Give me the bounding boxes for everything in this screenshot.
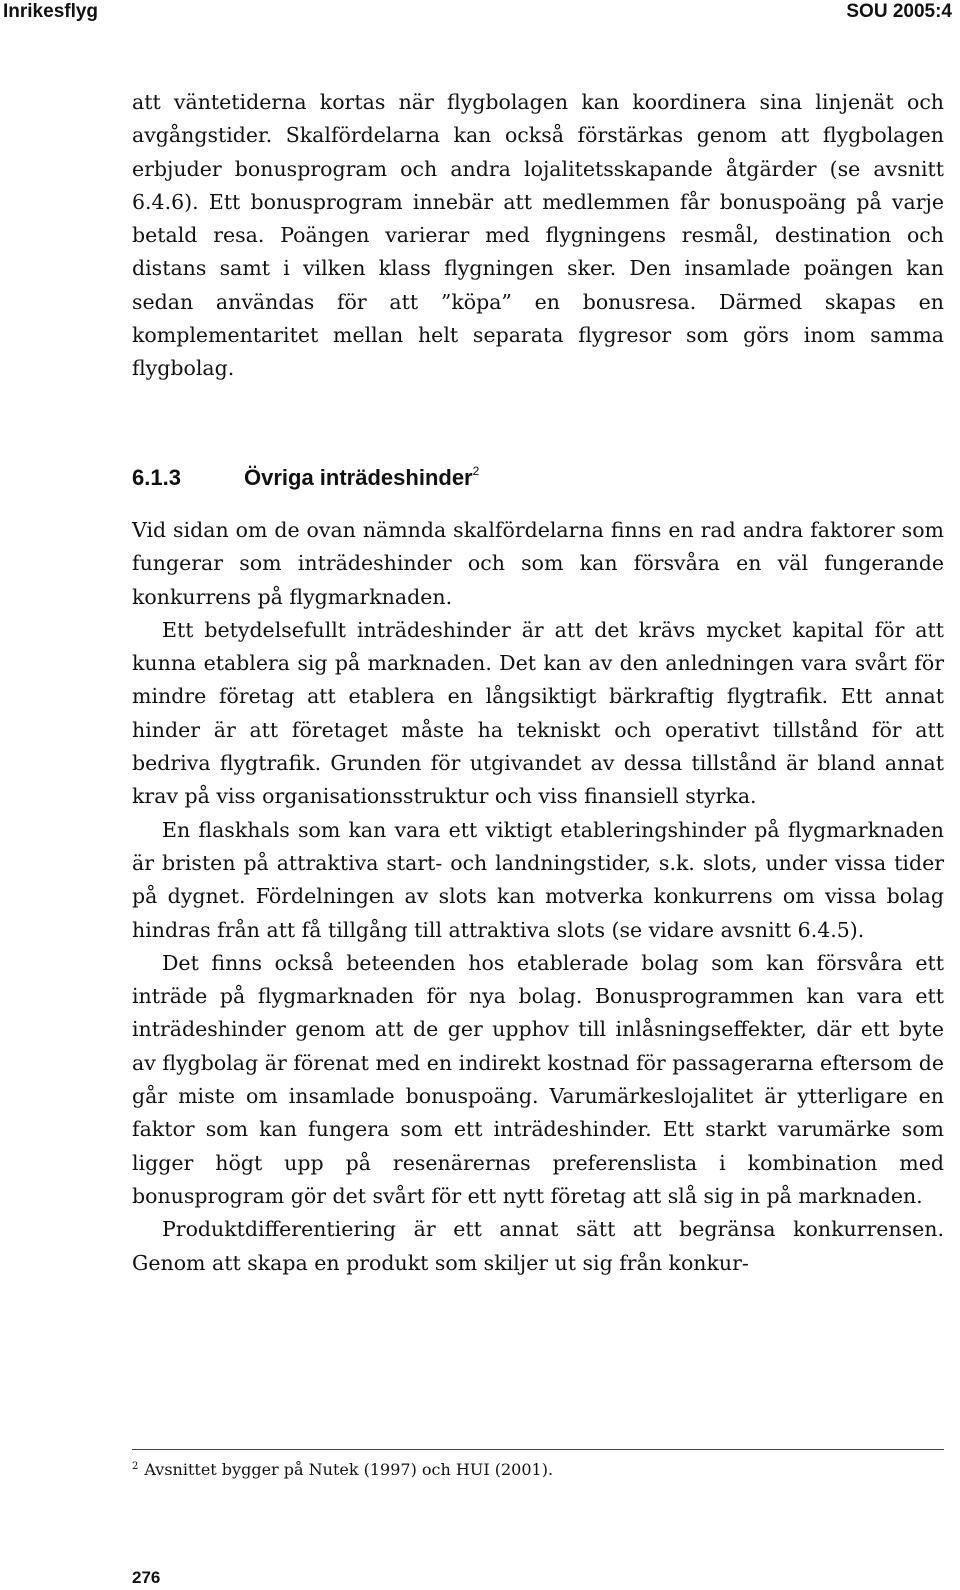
- footnote-reference: 2: [472, 464, 480, 478]
- paragraph-5: Produktdifferentiering är ett annat sätt att begränsa konkurrensen. Genom att skapa en produkt som skiljer ut sig från konkur-: [132, 1217, 944, 1275]
- footnote-text: Avsnittet bygger på Nutek (1997) och HUI (2001).: [144, 1460, 554, 1479]
- continued-text: [132, 86, 944, 386]
- paragraph-3: En flaskhals som kan vara ett viktigt etableringshinder på flygmarknaden är bristen på attraktiva start- och landningstider, s.k. slots, under vissa tider på dygnet. Fördelningen av slots kan motverka konkurrens om vissa bolag hindras från att få tillgång till attraktiva slots (se vidare avsnitt 6.4.5).: [132, 817, 944, 942]
- footnote-divider: [132, 1449, 944, 1450]
- paragraph-4: Det finns också beteenden hos etablerade bolag som kan försvåra ett inträde på flygmarknaden för nya bolag. Bonusprogrammen kan vara ett inträdeshinder genom att de ger upphov till inlåsningseffekter, där ett byte av flygbolag är förenat med en indirekt kostnad för passagerarna eftersom de går miste om insamlade bonuspoäng. Varumärkeslojalitet är ytterligare en faktor som kan fungera som ett inträdeshinder. Ett starkt varumärke som ligger högt upp på resenärernas preferenslista i kombination med bonusprogram gör det svårt för ett nytt företag att slå sig in på marknaden.: [132, 950, 944, 1208]
- running-header: [0, 0, 960, 24]
- section-body: [132, 514, 944, 1280]
- header-report-id: SOU 2005:4: [846, 1, 952, 22]
- paragraph-1: Vid sidan om de ovan nämnda skalfördelarna finns en rad andra faktorer som fungerar som inträdeshinder och som kan försvåra en väl fungerande konkurrens på flygmarknaden.: [132, 518, 944, 609]
- footnote: [132, 1460, 553, 1479]
- paragraph-continued: att väntetiderna kortas när flygbolagen kan koordinera sina linjenät och avgångstider. Skalfördelarna kan också förstärkas genom att flygbolagen erbjuder bonusprogram och andra lojalitetsskapande åtgärder (se avsnitt 6.4.6). Ett bonusprogram innebär att medlemmen får bonuspoäng på varje betald resa. Poängen varierar med flygningens resmål, destination och distans samt i vilken klass flygningen sker. Den insamlade poängen kan sedan användas för att ”köpa” en bonusresa. Därmed skapas en komplementaritet mellan helt separata flygresor som görs inom samma flygbolag.: [132, 90, 944, 381]
- header-title: Inrikesflyg: [3, 1, 99, 22]
- paragraph-2: Ett betydelsefullt inträdeshinder är att det krävs mycket kapital för att kunna etablera sig på marknaden. Det kan av den anledningen vara svårt för mindre företag att etablera en långsiktigt bärkraftig flygtrafik. Ett annat hinder är att företaget måste ha tekniskt och operativt tillstånd för att bedriva flygtrafik. Grunden för utgivandet av dessa tillstånd är bland annat krav på viss organisationsstruktur och viss finansiell styrka.: [132, 617, 944, 809]
- section-heading: [132, 464, 479, 491]
- footnote-number: 2: [132, 1461, 139, 1472]
- section-number: 6.1.3: [132, 465, 181, 490]
- page-number: 276: [132, 1568, 161, 1587]
- section-title: Övriga inträdeshinder: [244, 465, 473, 490]
